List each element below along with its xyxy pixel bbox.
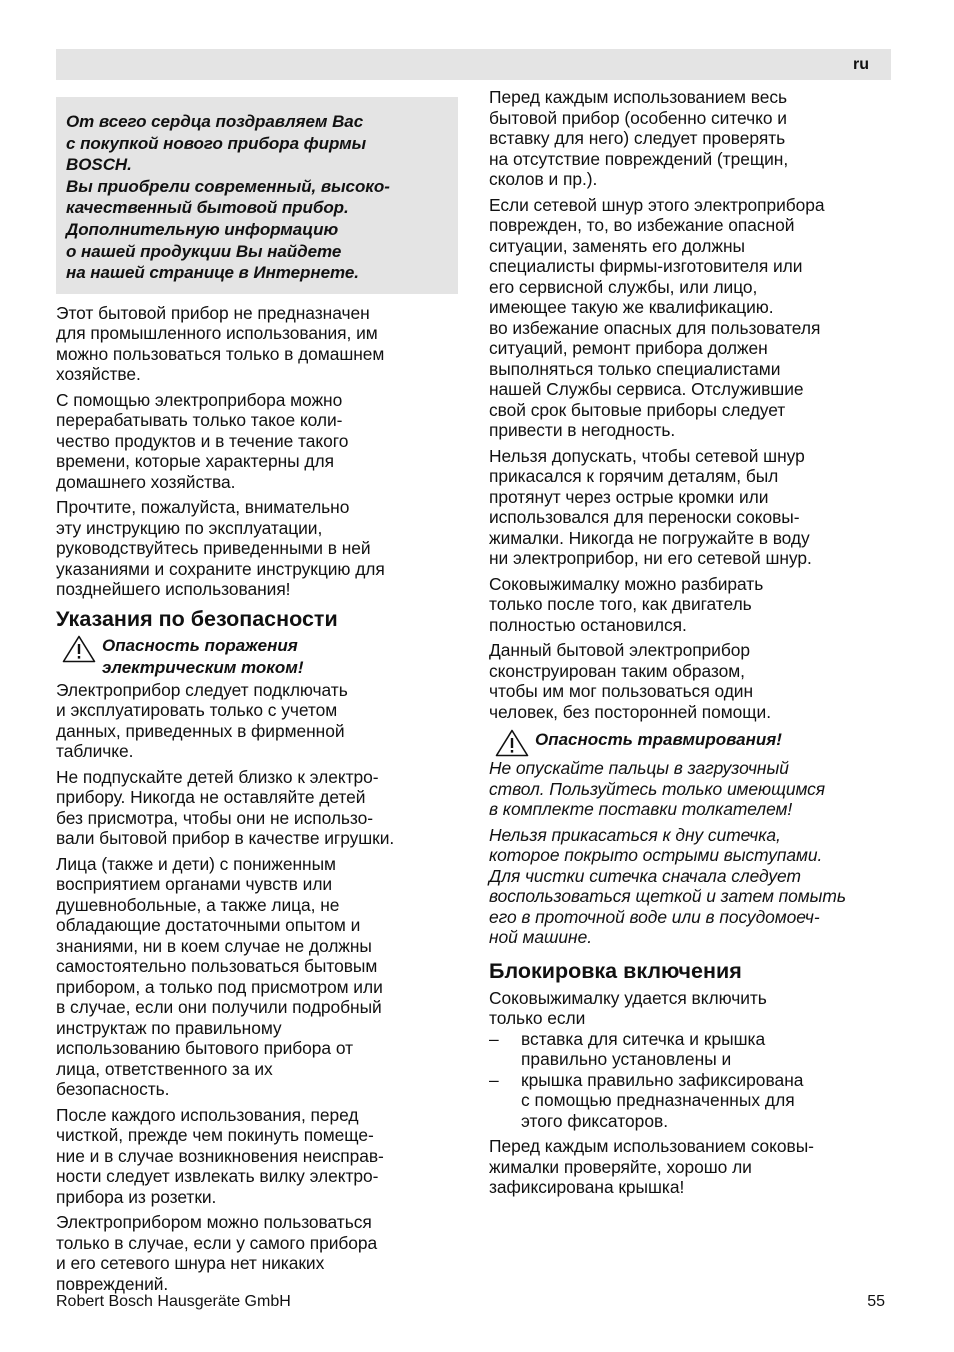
language-header-bar (56, 49, 891, 80)
list-item-text: вставка для ситечка и крышка правильно установлены и (521, 1028, 766, 1069)
intro-text: От всего сердца поздравляем Вас с покупкой нового прибора фирмы BOSCH. Вы приобрели современный, высоко- качественный бытовой прибор. Дополнительную информацию о нашей продукции Вы найдете на нашей странице в Интернете. (66, 112, 390, 283)
paragraph: Перед каждым использованием весь бытовой прибор (особенно ситечко и вставку для него) следует проверять на отсутствие повреждений (трещин, сколов и пр.). (489, 87, 789, 189)
warning-injury (489, 729, 891, 757)
paragraph: Электроприбор следует подключать и эксплуатировать только с учетом данных, приведенных в фирменной табличке. (56, 679, 348, 762)
intro-box (56, 97, 458, 294)
warning-electric (56, 635, 458, 679)
language-code: ru (853, 56, 869, 73)
paragraph: Электроприбором можно пользоваться только в случае, если у самого прибора и его сетевого шнура нет никаких повреждений. (56, 1212, 378, 1294)
dash-marker: – (489, 1069, 499, 1090)
paragraph: Лица (также и дети) с пониженным восприятием органами чувств или душевнобольные, а также лица, не обладающие достаточными опытом и знаниями, ни в коем случае не должны самостоятельно пользоваться бытовым прибором, а только под присмотром или в случае, если они получили подробный инструктаж по правильному использованию бытового прибора от лица, ответственного за их безопасность. (56, 853, 383, 1100)
section-heading-safety: Указания по безопасности (56, 606, 338, 631)
paragraph: С помощью электроприбора можно перерабатывать только такое коли- чество продуктов и в течение такого времени, которые характерны для домашнего хозяйства. (56, 389, 349, 492)
footer-company: Robert Bosch Hausgeräte GmbH (56, 1293, 291, 1310)
dash-marker: – (489, 1028, 499, 1049)
page-number: 55 (867, 1293, 885, 1310)
warning-text: Опасность поражения электрическим током! (102, 635, 304, 677)
paragraph: Прочтите, пожалуйста, внимательно эту инструкцию по эксплуатации, руководствуйтесь приведенными в ней указаниями и сохраните инструкцию для позднейшего использования! (56, 497, 385, 600)
paragraph: Перед каждым использованием соковы- жималки проверяйте, хорошо ли зафиксирована крышка! (489, 1136, 814, 1197)
paragraph: После каждого использования, перед чисткой, прежде чем покинуть помеще- ние и в случае возникновения неисправ- ности следует извлекать вилку электро- прибора из розетки. (56, 1104, 384, 1207)
section-heading-lock: Блокировка включения (489, 958, 742, 983)
paragraph: Если сетевой шнур этого электроприбора поврежден, то, во избежание опасной ситуации, заменять его должны специалисты фирмы-изготовителя или его сервисной службы, или лицо, имеющее такую же квалификацию. во избежание опасных для пользователя ситуаций, ремонт прибора должен выполняться только специалистами нашей Службы сервиса. Отслужившие свой срок бытовые приборы следует привести в негодность. (489, 194, 825, 440)
warning-triangle-icon (56, 635, 102, 663)
paragraph: Нельзя допускать, чтобы сетевой шнур прикасался к горячим деталям, был протянут через острые кромки или использовался для переноски соковы- жималки. Никогда не погружайте в воду ни электроприбор, ни его сетевой шнур. (489, 445, 812, 568)
list-item (489, 1029, 891, 1070)
paragraph: Этот бытовой прибор не предназначен для промышленного использования, им можно пользоваться только в домашнем хозяйстве. (56, 302, 385, 385)
list-item (489, 1070, 891, 1132)
condition-list (489, 1029, 891, 1132)
paragraph: Соковыжималку можно разбирать только после того, как двигатель полностью остановился. (489, 573, 764, 635)
list-item-text: крышка правильно зафиксирована с помощью предназначенных для этого фиксаторов. (521, 1069, 804, 1131)
warning-text: Опасность травмирования! (535, 730, 782, 749)
italic-paragraph: Нельзя прикасаться к дну ситечка, которое покрыто острыми выступами. Для чистки ситечка сначала следует воспользоваться щеткой и затем помыть его в проточной воде или в посудомоеч- ной машине. (489, 824, 846, 947)
paragraph: Данный бытовой электроприбор сконструирован таким образом, чтобы им мог пользоваться один человек, без посторонней помощи. (489, 640, 771, 722)
left-column (56, 87, 458, 1294)
right-column (489, 87, 891, 1198)
paragraph: Соковыжималку удается включить только если (489, 987, 767, 1028)
warning-triangle-icon (489, 729, 535, 757)
italic-paragraph: Не опускайте пальцы в загрузочный ствол. Пользуйтесь только имеющимся в комплекте поставки толкателем! (489, 758, 826, 819)
paragraph: Не подпускайте детей близко к электро- прибору. Никогда не оставляйте детей без присмотра, чтобы они не использо- вали бытовой прибор в качестве игрушки. (56, 766, 395, 849)
